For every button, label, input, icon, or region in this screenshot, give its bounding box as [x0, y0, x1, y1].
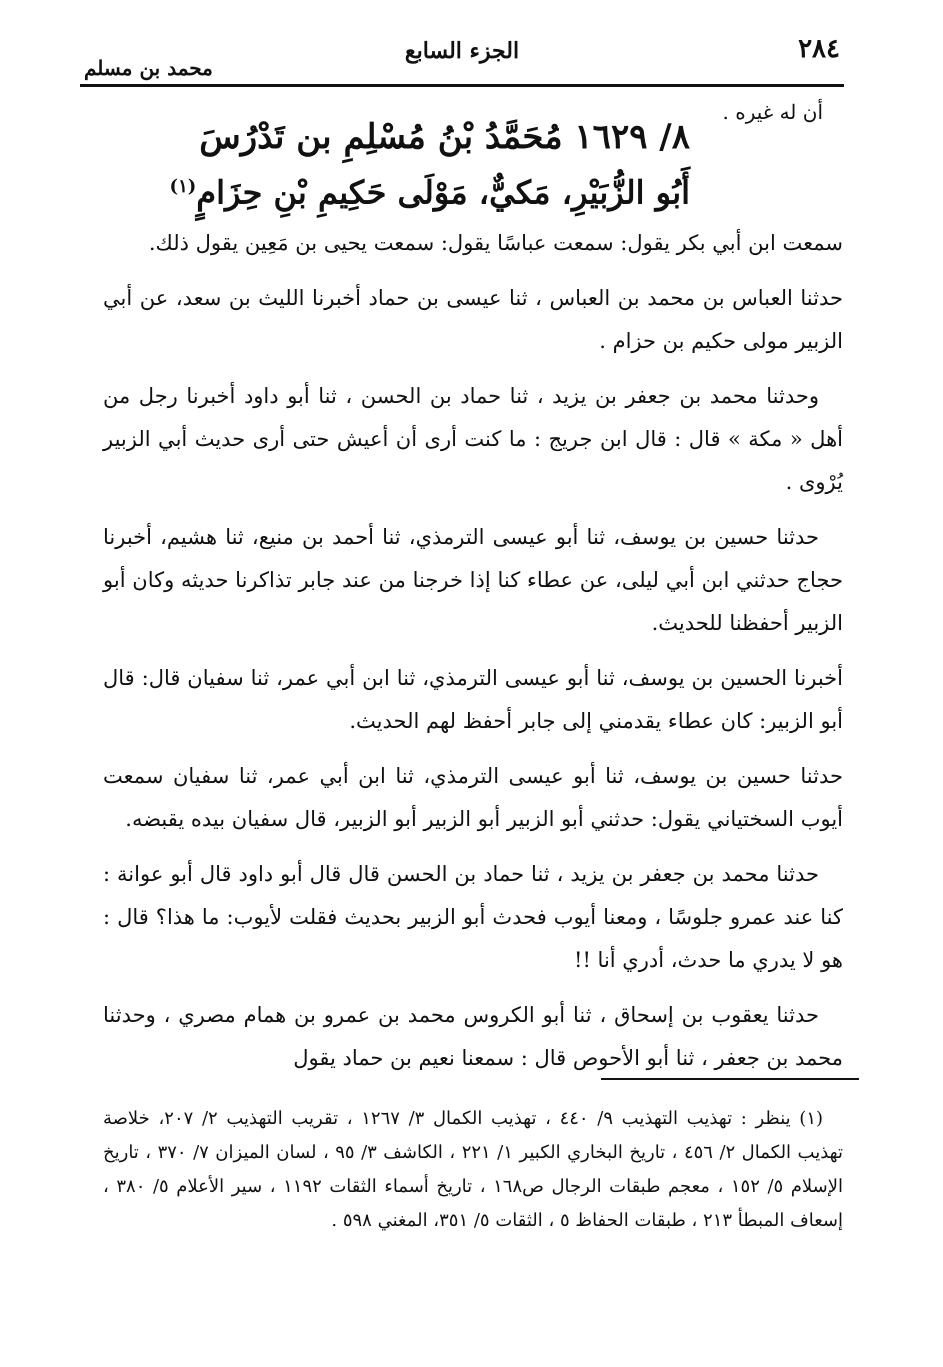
page-number: ٢٨٤ — [798, 34, 840, 64]
paragraph: حدثنا محمد بن جعفر بن يزيد ، ثنا حماد بن الحسن قال قال أبو داود قال أبو عوانة : كنا عند عمرو جلوسًا ، ومعنا أيوب فحدث أبو الزبير بحديث فقلت لأيوب: ما هذا؟ قال : هو لا يدري ما حدث، أدري أنا !! — [103, 862, 843, 972]
footnote-divider — [601, 1078, 859, 1080]
paragraph: حدثنا العباس بن محمد بن العباس ، ثنا عيسى بن حماد أخبرنا الليث بن سعد، عن أبي الزبير مولى حكيم بن حزام . — [103, 286, 843, 353]
entry-title-line-2-text: أَبُو الزُّبَيْرِ، مَكيٌّ، مَوْلَى حَكِيمِ بْنِ حِزَامٍ — [196, 173, 690, 212]
entry-title — [169, 112, 690, 218]
main-text — [103, 222, 843, 1092]
footnotes — [103, 1102, 843, 1238]
paragraph: حدثنا حسين بن يوسف، ثنا أبو عيسى الترمذي، ثنا أحمد بن منيع، ثنا هشيم، أخبرنا حجاج حدثني ابن أبي ليلى، عن عطاء كنا إذا خرجنا من عند جابر تذاكرنا حديثه وكان أبو الزبير أحفظنا للحديث. — [103, 525, 843, 635]
paragraph: وحدثنا محمد بن جعفر بن يزيد ، ثنا حماد بن الحسن ، ثنا أبو داود أخبرنا رجل من أهل « مكة » قال : قال ابن جريج : ما كنت أرى أن أعيش حتى أرى حديث أبي الزبير يُرْوى . — [103, 384, 843, 494]
volume-title: الجزء السابع — [404, 38, 520, 64]
paragraph: حدثنا حسين بن يوسف، ثنا أبو عيسى الترمذي، ثنا ابن أبي عمر، ثنا سفيان سمعت أيوب السختياني يقول: حدثني أبو الزبير أبو الزبير أبو الزبير، قال سفيان بيده يقبضه. — [103, 764, 843, 831]
paragraph: أخبرنا الحسين بن يوسف، ثنا أبو عيسى الترمذي، ثنا ابن أبي عمر، ثنا سفيان قال: قال أبو الزبير: كان عطاء يقدمني إلى جابر أحفظ لهم الحديث. — [103, 666, 843, 733]
entry-title-line-1: ٨/ ١٦٢٩ مُحَمَّدُ بْنُ مُسْلِمِ بن تَدْرُسَ — [199, 117, 690, 157]
running-head: محمد بن مسلم — [84, 56, 213, 80]
paragraph: سمعت ابن أبي بكر يقول: سمعت عباسًا يقول: سمعت يحيى بن مَعِين يقول ذلك. — [148, 231, 843, 255]
entry-title-line-2 — [169, 162, 690, 218]
footnote-marker: (١) — [169, 176, 197, 197]
hanging-line: أن له غيره . — [722, 100, 823, 124]
page-header — [80, 34, 844, 87]
footnote: (١) ينظر : تهذيب التهذيب ٩/ ٤٤٠ ، تهذيب الكمال ٣/ ١٢٦٧ ، تقريب التهذيب ٢/ ٢٠٧، خلاصة تهذيب الكمال ٢/ ٤٥٦ ، تاريخ البخاري الكبير ١/ ٢٢١ ، الكاشف ٣/ ٩٥ ، لسان الميزان ٧/ ٣٧٠ ، تاريخ الإسلام ٥/ ١٥٢ ، معجم طبقات الرجال ص١٦٨ ، تاريخ أسماء الثقات ١١٩٢ ، سير الأعلام ٥/ ٣٨٠ ، إسعاف المبطأ ٢١٣ ، طبقات الحفاظ ٥ ، الثقات ٥/ ٣٥١، المغني ٥٩٨ . — [103, 1108, 843, 1231]
paragraph: حدثنا يعقوب بن إسحاق ، ثنا أبو الكروس محمد بن عمرو بن همام مصري ، وحدثنا محمد بن جعفر ، ثنا أبو الأحوص قال : سمعنا نعيم بن حماد يقول — [103, 1003, 843, 1070]
